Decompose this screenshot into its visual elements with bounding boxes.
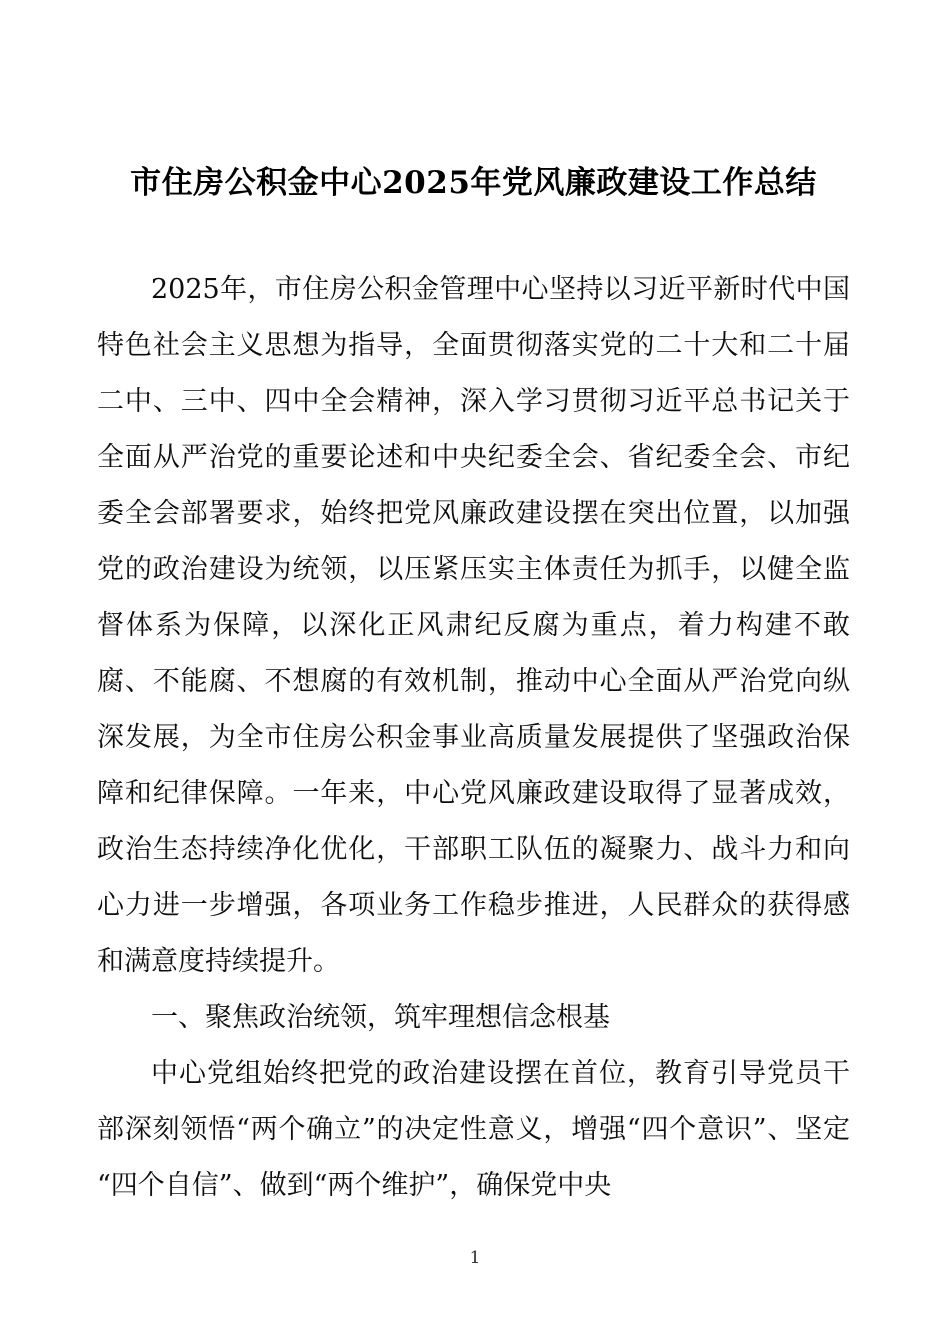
document-title: 市住房公积金中心2025年党风廉政建设工作总结 — [130, 165, 817, 201]
paragraph-intro: 2025年，市住房公积金管理中心坚持以习近平新时代中国特色社会主义思想为指导，全面贯彻落实党的二十大和二十届二中、三中、四中全会精神，深入学习贯彻习近平总书记关于全面从严治党的重要论述和中央纪委全会、省纪委全会、市纪委全会部署要求，始终把党风廉政建设摆在突出位置，以加强党的政治建设为统领，以压紧压实主体责任为抓手，以健全监督体系为保障，以深化正风肃纪反腐为重点，着力构建不敢腐、不能腐、不想腐的有效机制，推动中心全面从严治党向纵深发展，为全市住房公积金事业高质量发展提供了坚强政治保障和纪律保障。一年来，中心党风廉政建设取得了显著成效，政治生态持续净化优化，干部职工队伍的凝聚力、战斗力和向心力进一步增强，各项业务工作稳步推进，人民群众的获得感和满意度持续提升。 — [97, 274, 850, 977]
section-heading-1: 一、聚焦政治统领，筑牢理想信念根基 — [151, 1002, 610, 1033]
title-body-spacer — [97, 207, 850, 262]
paragraph-section-1-body: 中心党组始终把党的政治建设摆在首位，教育引导党员干部深刻领悟“两个确立”的决定性意义，增强“四个意识”、坚定“四个自信”、做到“两个维护”，确保党中央 — [97, 1058, 850, 1201]
page-number: 1 — [469, 1248, 481, 1268]
page-content-area — [97, 0, 850, 1214]
